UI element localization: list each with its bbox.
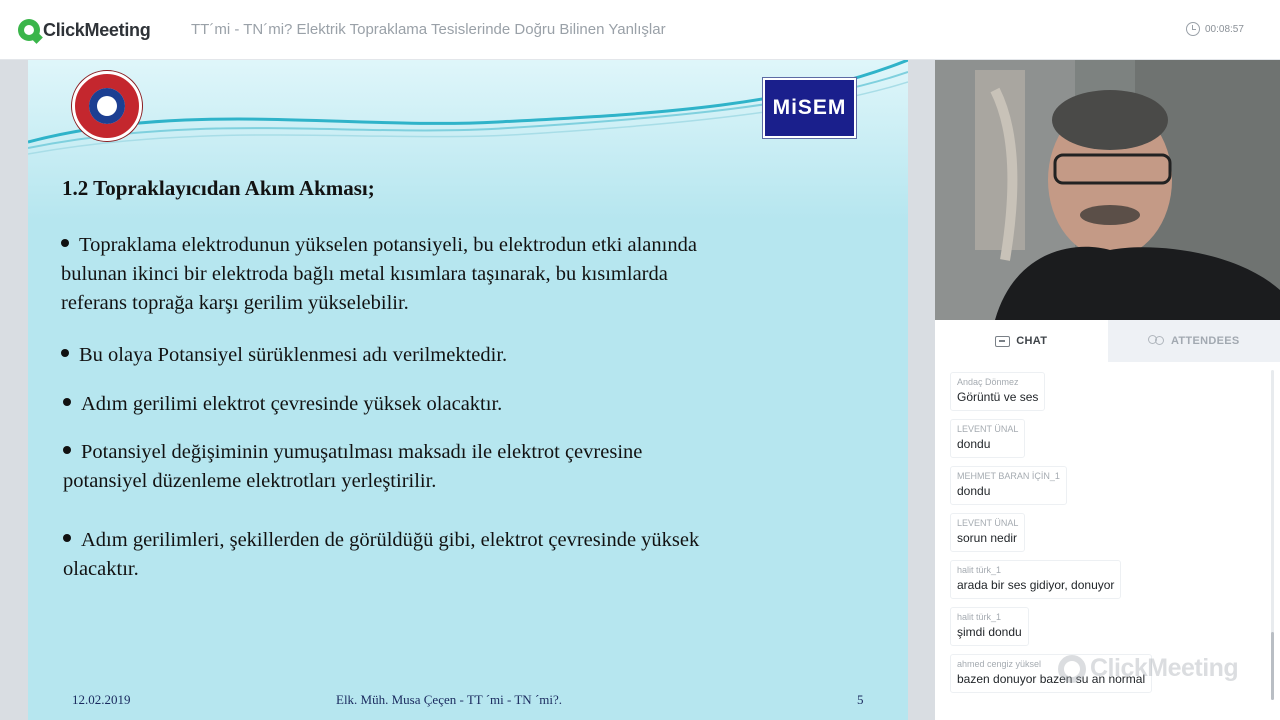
chat-message [950,419,1025,458]
attendees-icon [1148,335,1165,347]
slide-footer-date: 12.02.2019 [72,692,131,707]
chat-message-text: bazen donuyor bazen su an normal [957,672,1146,686]
session-timer [1186,22,1244,36]
chat-message-author: LEVENT ÜNAL [957,518,1019,528]
chat-message-list[interactable] [950,372,1265,701]
chat-message-author: ahmed cengiz yüksel [957,659,1042,669]
tab-attendees[interactable] [1108,320,1280,362]
bullet-icon [61,239,69,247]
slide-page-number: 5 [857,692,864,707]
chat-message-author: LEVENT ÜNAL [957,424,1019,434]
chat-message [950,513,1025,552]
chat-message [950,607,1029,646]
tab-chat-label: CHAT [1016,335,1048,347]
bullet-icon [61,349,69,357]
chat-message-text: dondu [957,437,991,451]
chat-icon [995,336,1010,347]
slide-heading: 1.2 Topraklayıcıdan Akım Akması; [62,176,375,200]
brand-name: ClickMeeting [43,19,151,40]
watermark-text: ClickMeeting [1090,654,1239,682]
misem-logo: MiSEM [763,78,856,138]
chat-message-text: dondu [957,484,991,498]
chat-message-text: Görüntü ve ses [957,390,1039,404]
slide-bullet-4: Potansiyel değişiminin yumuşatılması maksadı ile elektrot çevresine potansiyel düzenleme elektrotları yerleştirilir. [63,441,643,492]
tab-chat[interactable] [935,320,1108,362]
bullet-icon [63,398,71,406]
top-bar [0,0,1280,60]
meeting-title: TT´mi - TN´mi? Elektrik Topraklama Tesislerinde Doğru Bilinen Yanlışlar [191,21,666,38]
slide-bullet-5: Adım gerilimleri, şekillerden de görüldüğü gibi, elektrot çevresinde yüksek olacaktır. [63,529,700,580]
bullet-icon [63,446,71,454]
chat-message-author: halit türk_1 [957,612,1002,622]
watermark-logo-icon [1058,655,1086,683]
chat-message [950,466,1067,505]
presentation-slide [28,60,908,720]
clickmeeting-logo [18,18,150,42]
timer-value: 00:08:57 [1205,23,1244,35]
slide-bullet-3: Adım gerilimi elektrot çevresinde yüksek olacaktır. [63,390,502,419]
presenter-video[interactable] [935,60,1280,320]
slide-footer-title: Elk. Müh. Musa Çeçen - TT ´mi - TN ´mi?. [336,692,563,707]
side-panel-tabs [935,320,1280,362]
clock-icon [1186,22,1200,36]
tab-attendees-label: ATTENDEES [1170,335,1240,347]
chat-message-author: Andaç Dönmez [957,377,1019,387]
chat-message-author: halit türk_1 [957,565,1002,575]
bullet-icon [63,534,71,542]
chat-message [950,560,1121,599]
clickmeeting-logo-icon [18,19,40,41]
chat-message-text: şimdi dondu [957,625,1022,639]
chat-message [950,372,1045,411]
chat-message-text: arada bir ses gidiyor, donuyor [957,578,1115,592]
chat-message-text: sorun nedir [957,531,1018,545]
chat-message-author: MEHMET BARAN İÇİN_1 [957,471,1060,481]
clickmeeting-watermark [1058,654,1238,683]
emo-emblem-logo [72,71,142,141]
presenter-video-frame [935,60,1280,320]
slide-bullet-2: Bu olaya Potansiyel sürüklenmesi adı verilmektedir. [61,341,507,370]
slide-bullet-1: Topraklama elektrodunun yükselen potansiyeli, bu elektrodun etki alanında bulunan ikinci bir elektroda bağlı metal kısımlara taşınarak, bu kısımlarda referans toprağa karşı gerilim yükselebilir. [61,234,697,314]
chat-scrollbar-thumb[interactable] [1271,632,1274,700]
